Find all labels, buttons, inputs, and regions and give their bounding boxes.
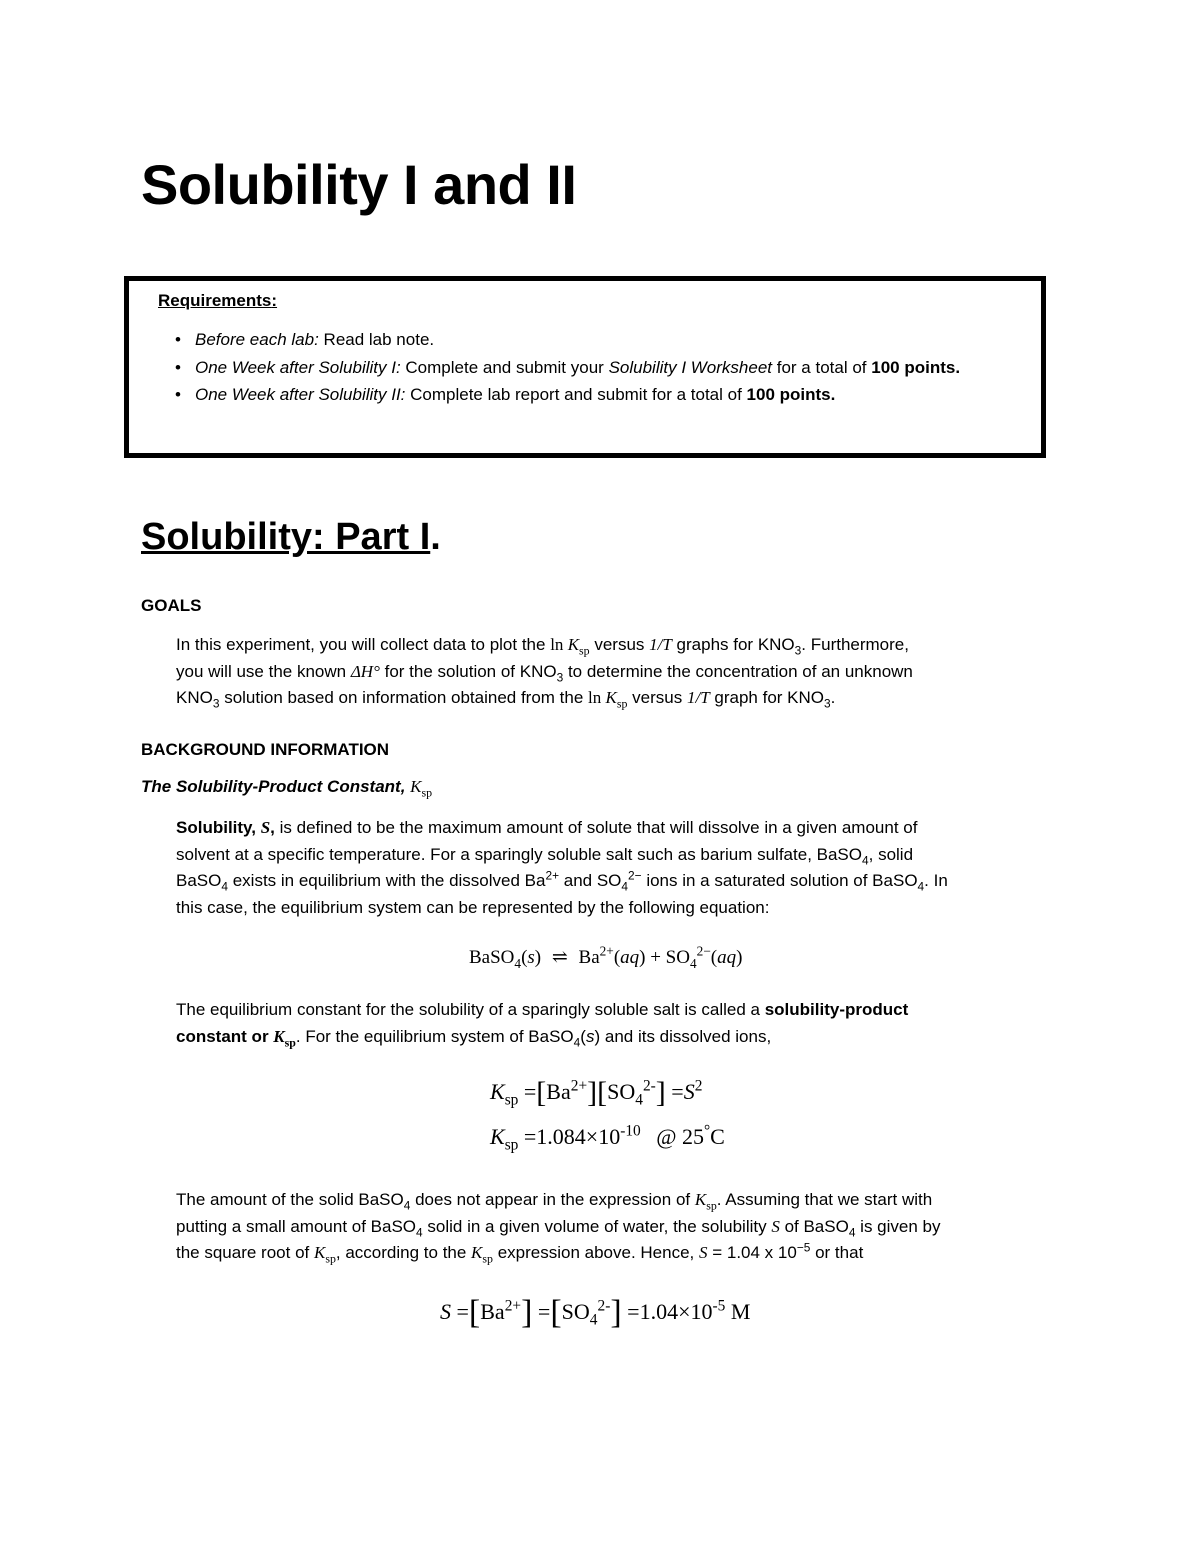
bullet-icon: • — [175, 330, 181, 349]
solubility-value-equation: $S =[Ba^{2+}] =[SO_4^{2-}] =1.04\times 10^{-5}$ M — [440, 1294, 751, 1331]
bullet-icon: • — [175, 385, 181, 404]
requirement-item: • Before each lab: Read lab note. — [175, 326, 1025, 354]
equilibrium-arrow-icon: ⇌ — [551, 947, 568, 968]
requirement-item: • One Week after Solubility I: Complete and submit your Solubility I Worksheet for a total of 100 points. — [175, 354, 1025, 381]
equilibrium-equation: BaSO$_4$(s) ⇌ $Ba^{2+}(aq) + SO_4^{2-}(aq)$ — [469, 943, 743, 971]
requirements-heading: Requirements: — [158, 291, 278, 310]
background-heading: BACKGROUND INFORMATION — [141, 740, 390, 759]
goals-heading: GOALS — [141, 596, 202, 615]
solubility-derivation-paragraph: The amount of the solid BaSO$_4$ does not appear in the expression of $K_{sp}$. Assuming that we start with putting a small amount of BaSO$_4$ solid in a given volume of water, the solubility S of BaSO$_4$ is given by the square root of $K_{sp}$, according to the $K_{sp}$ expression above. Hence, S = 1.04 x $10^{-5}$ or that — [176, 1190, 941, 1266]
page-title: Solubility I and II — [141, 153, 577, 216]
ksp-expression: $K_{sp} =[Ba^{2+}][SO_4^{2-}] =S^2$ — [490, 1076, 703, 1109]
requirement-item: • One Week after Solubility II: Complete lab report and submit for a total of 100 points. — [175, 381, 1025, 409]
bullet-icon: • — [175, 358, 181, 377]
ksp-paragraph: The equilibrium constant for the solubility of a sparingly soluble salt is called a solubility-product constant or $K_{sp}$. For the equilibrium system of BaSO$_4$(s) and its dissolved ions, — [176, 1000, 909, 1049]
ksp-subheading: The Solubility-Product Constant, $K_{sp}$ — [141, 777, 433, 800]
part-title: Solubility: Part I. — [141, 516, 441, 558]
goals-paragraph: In this experiment, you will collect data to plot the $\ln K_{sp}$ versus 1/T graphs for $KNO_3$. Furthermore, you will use the known ΔH° for the solution of $KNO_3$ to determine the concentration of an unknown $KNO_3$ solution based on information obtained from the $\ln K_{sp}$ versus 1/T graph for $KNO_3$. — [176, 635, 913, 711]
solubility-paragraph: Solubility, S, is defined to be the maximum amount of solute that will dissolve in a given amount of solvent at a specific temperature. For a sparingly soluble salt such as barium sulfate, BaSO$_4$, solid BaSO$_4$ exists in equilibrium with the dissolved $Ba^{2+}$ and $SO_4^{2-}$ ions in a saturated solution of BaSO$_4$. In this case, the equilibrium system can be represented by the following equation: — [176, 818, 948, 917]
requirements-list — [175, 326, 1025, 409]
ksp-value: $K_{sp} =1.084\times 10^{-10}$ @ 25°C — [490, 1122, 725, 1154]
